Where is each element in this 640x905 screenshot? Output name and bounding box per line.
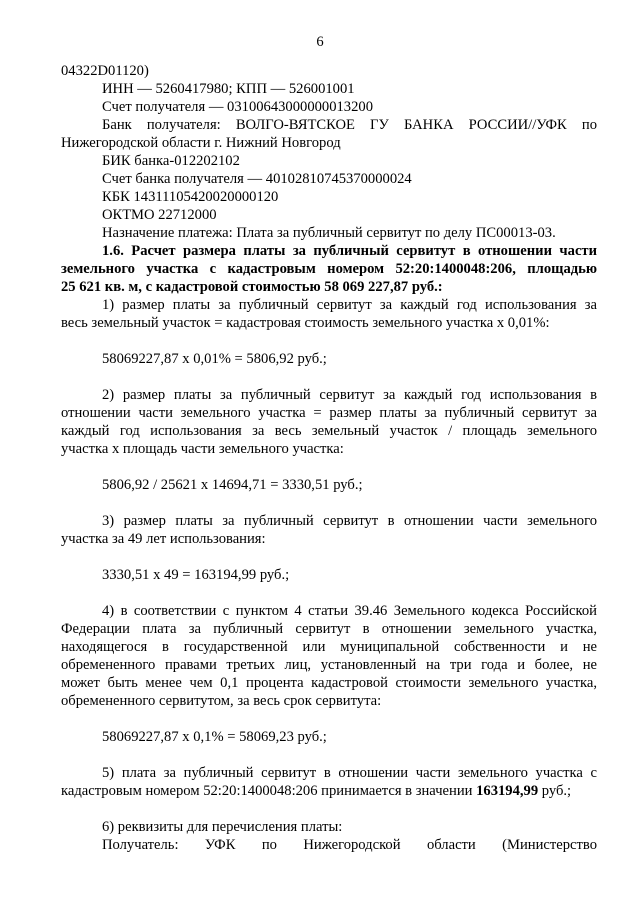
requisites-code-line: 04322D01120) <box>61 63 149 79</box>
paragraph-1-line1: 1) размер платы за публичный сервитут за каждый год использования за <box>102 297 597 313</box>
paragraph-1-line2: весь земельный участок = кадастровая стоимость земельного участка х 0,01%: <box>61 315 550 331</box>
recipient-account: Счет получателя — 03100643000000013200 <box>102 99 373 115</box>
paragraph-2-line1: 2) размер платы за публичный сервитут за каждый год использования в <box>102 387 597 403</box>
formula-2-text: 5806,92 / 25621 х 14694,71 = 3330,51 руб.; <box>102 477 363 493</box>
section-heading <box>61 242 597 296</box>
bank-bik: БИК банка-012202102 <box>102 153 240 169</box>
formula-4 <box>61 728 597 746</box>
fee-amount: 163194,99 <box>476 783 539 799</box>
formula-1-text: 58069227,87 х 0,01% = 5806,92 руб.; <box>102 351 327 367</box>
formula-1 <box>61 350 597 368</box>
formula-2 <box>61 476 597 494</box>
recipient-bank-line2: Нижегородской области г. Нижний Новгород <box>61 135 341 151</box>
paragraph-6-line1: 6) реквизиты для перечисления платы: <box>102 819 343 835</box>
paragraph-5-line2 <box>61 782 597 800</box>
paragraph-6 <box>61 818 597 854</box>
paragraph-4-line2: Федерации плата за публичный сервитут в отношении земельного участка, <box>61 621 597 637</box>
recipient-bank-line1: Банк получателя: ВОЛГО-ВЯТСКОЕ ГУ БАНКА РОССИИ//УФК по <box>102 117 597 133</box>
section-heading-line1: 1.6. Расчет размера платы за публичный сервитут в отношении части <box>102 243 597 259</box>
paragraph-4-line6: обремененного сервитутом, за весь срок сервитута: <box>61 693 382 709</box>
page-number: 6 <box>316 34 324 50</box>
formula-3 <box>61 566 597 584</box>
paragraph-4 <box>61 602 597 710</box>
paragraph-6-line2: Получатель: УФК по Нижегородской области (Министерство <box>102 837 597 853</box>
formula-3-text: 3330,51 х 49 = 163194,99 руб.; <box>102 567 290 583</box>
paragraph-1 <box>61 296 597 332</box>
paragraph-2-line3: каждый год использования за весь земельный участок / площадь земельного <box>61 423 597 439</box>
paragraph-5-currency: руб.; <box>538 783 572 799</box>
paragraph-2-line4: участка х площадь части земельного участка: <box>61 441 344 457</box>
bank-account: Счет банка получателя — 40102810745370000024 <box>102 171 412 187</box>
paragraph-4-line4: обремененного правами третьих лиц, установленный на три года и более, не <box>61 657 597 673</box>
payment-requisites <box>61 62 597 242</box>
oktmo: ОКТМО 22712000 <box>102 207 217 223</box>
paragraph-4-line5: может быть менее чем 0,1 процента кадастровой стоимости земельного участка, <box>61 675 597 691</box>
paragraph-5 <box>61 764 597 800</box>
inn-kpp: ИНН — 5260417980; КПП — 526001001 <box>102 81 355 97</box>
paragraph-5-line1: 5) плата за публичный сервитут в отношении части земельного участка с <box>102 765 597 781</box>
payment-purpose: Назначение платежа: Плата за публичный сервитут по делу ПС00013-03. <box>102 225 556 241</box>
paragraph-3 <box>61 512 597 548</box>
paragraph-4-line3: находящегося в государственной или муниципальной собственности и не <box>61 639 597 655</box>
paragraph-2-line2: отношении части земельного участка = размер платы за публичный сервитут за <box>61 405 597 421</box>
paragraph-2 <box>61 386 597 458</box>
paragraph-4-line1: 4) в соответствии с пунктом 4 статьи 39.46 Земельного кодекса Российской <box>102 603 597 619</box>
paragraph-3-line2: участка за 49 лет использования: <box>61 531 266 547</box>
kbk: КБК 14311105420020000120 <box>102 189 279 205</box>
paragraph-5-line2-text: кадастровым номером 52:20:1400048:206 принимается в значении <box>61 783 477 799</box>
formula-4-text: 58069227,87 х 0,1% = 58069,23 руб.; <box>102 729 327 745</box>
paragraph-3-line1: 3) размер платы за публичный сервитут в отношении части земельного <box>102 513 597 529</box>
section-heading-line3: 25 621 кв. м, с кадастровой стоимостью 58 069 227,87 руб.: <box>61 279 443 295</box>
section-heading-line2: земельного участка с кадастровым номером 52:20:1400048:206, площадью <box>61 261 597 277</box>
